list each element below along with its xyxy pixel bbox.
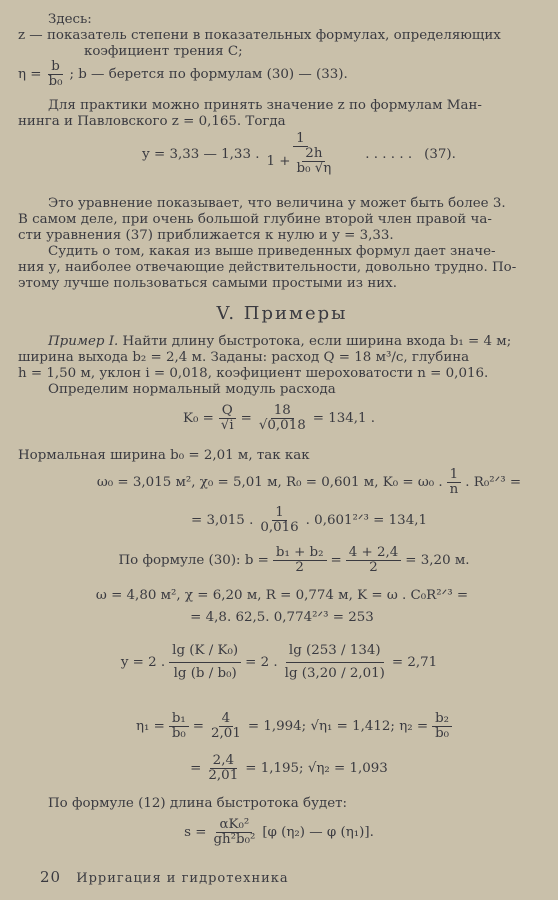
equation-y: y = 2 . $\frac{\text{lg (K / K₀)}}{\text{lg (b / b₀)}}$ = 2 . $\frac{\lg (253 / 134)}{\lg (3,20 / 2,01)}$ = 2,71 — [0, 640, 558, 685]
page-footer — [40, 868, 289, 886]
text-line: Судить о том, какая из выше приведенных формул дает значе- — [48, 244, 496, 259]
text-line: этому лучше пользоваться самыми простыми из них. — [18, 276, 397, 291]
text-line: По формуле (12) длина быстротока будет: — [48, 796, 348, 811]
text-line: сти уравнения (37) приближается к нулю и у = 3,33. — [18, 228, 394, 243]
text-line: нинга и Павловского z = 0,165. Тогда — [18, 114, 286, 129]
text-line: Определим нормальный модуль расхода — [48, 382, 336, 397]
text-line: ширина выхода b₂ = 2,4 м. Заданы: расход Q = 18 м³/с, глубина — [18, 350, 470, 365]
text-line: Здесь: — [48, 12, 92, 27]
text-line: ω = 4,80 м², χ = 6,20 м, R = 0,774 м, K = ω . C₀R²ᐟ³ = — [95, 588, 469, 603]
page-number: 20 — [40, 868, 62, 886]
equation-eta2: = $\frac{2,4}{2,01}$ = 1,195; √η₂ = 1,093 — [190, 753, 388, 783]
text-line: Это уравнение показывает, что величина у может быть более 3. — [48, 196, 506, 211]
section-heading: V. Примеры — [216, 303, 348, 324]
equation-s: s = $\frac{\text{αK₀²}}{\text{gh²b₀²}}$ [φ (η₂) — φ (η₁)]. — [184, 817, 374, 847]
equation-eta1: η₁ = $\frac{\text{b₁}}{\text{b₀}}$ = $\frac{4}{2,01}$ = 1,994; √η₁ = 1,412; η₂ = $\frac{\text{b₂}}{\text{b₀}}$ — [30, 712, 558, 741]
text-line: z — показатель степени в показательных формулах, определяющих — [18, 28, 501, 43]
text-line: = 4,8. 62,5. 0,774²ᐟ³ = 253 — [190, 610, 374, 625]
equation-omega0-cont: = 3,015 . $\frac{1}{0,016}$ . 0,601²ᐟ³ = 134,1 — [191, 505, 427, 535]
equation-30: По формуле (30): b = $\frac{\text{b₁ + b₂}}{2}$ = $\frac{4 + 2,4}{2}$ = 3,20 м. — [118, 545, 470, 575]
equation-omega0: ω₀ = 3,015 м², χ₀ = 5,01 м, R₀ = 0,601 м, K₀ = ω₀ . $\frac{1}{n}$ . R₀²ᐟ³ = — [96, 467, 522, 497]
equation-k0: K₀ = $\frac{Q}{√i}$ = $\frac{18}{√0,018}$ = 134,1 . — [182, 403, 376, 433]
equation-eta: η = $\frac{b}{\text{b₀}}$ ; b — берется по формулам (30) — (33). — [18, 59, 348, 89]
text-line: Пример I. Найти длину быстротока, если ширина входа b₁ = 4 м; — [48, 334, 512, 349]
text-line: В самом деле, при очень большой глубине второй член правой ча- — [18, 212, 492, 227]
footer-title: Ирригация и гидротехника — [76, 871, 289, 886]
text-line: h = 1,50 м, уклон i = 0,018, коэфициент шероховатости n = 0,016. — [18, 366, 489, 381]
text-line: Нормальная ширина b₀ = 2,01 м, так как — [18, 448, 310, 463]
text-line: Для практики можно принять значение z по формулам Ман- — [48, 98, 482, 113]
text-line: ния у, наиболее отвечающие действительности, довольно трудно. По- — [18, 260, 517, 275]
text-line: коэфициент трения С; — [84, 44, 243, 59]
equation-37: y = 3,33 — 1,33 . 1 1 + $\frac{2h}{\text{b₀ √η}}$ . . . . . . (37). — [142, 131, 456, 176]
